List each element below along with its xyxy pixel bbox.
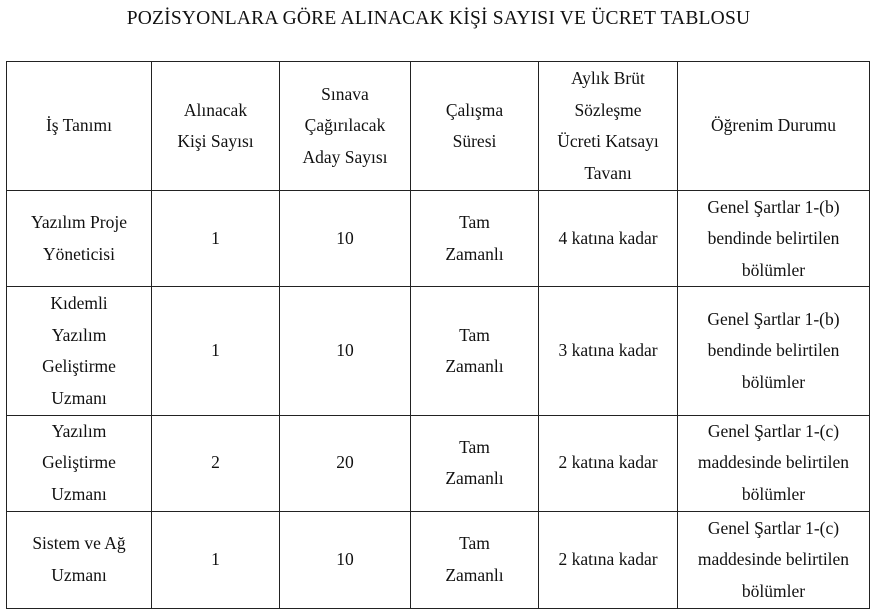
cell-alinacak: 1	[152, 191, 280, 287]
document-title: POZİSYONLARA GÖRE ALINACAK KİŞİ SAYISI VE ÜCRET TABLOSU	[126, 8, 751, 29]
header-text: Ücreti Katsayı	[557, 131, 659, 152]
table-row	[7, 287, 870, 415]
cell-ogrenim	[678, 511, 870, 608]
position-salary-table	[6, 61, 870, 609]
cell-aday: 10	[280, 287, 411, 415]
cell-aday: 10	[280, 511, 411, 608]
header-text: Çağırılacak	[304, 115, 386, 136]
header-aday-sayisi	[280, 62, 411, 191]
cell-ucret: 4 katına kadar	[539, 191, 678, 287]
header-ogrenim-durumu	[678, 62, 870, 191]
header-text: Öğrenim Durumu	[711, 115, 836, 136]
cell-sure	[411, 287, 539, 415]
header-text: Aylık Brüt	[571, 68, 645, 89]
header-ucret-katsayi	[539, 62, 678, 191]
cell-text: Tam	[459, 533, 490, 554]
cell-alinacak: 1	[152, 287, 280, 415]
cell-text: Zamanlı	[445, 243, 504, 264]
cell-is-tanimi	[7, 415, 152, 511]
cell-text: Uzmanı	[51, 483, 107, 504]
cell-text: Tam	[459, 436, 490, 457]
cell-text: bölümler	[741, 483, 806, 504]
cell-text: Yazılım	[51, 324, 107, 345]
cell-text: Tam	[459, 324, 490, 345]
table-row	[7, 511, 870, 608]
cell-text: Genel Şartlar 1-(b)	[707, 196, 840, 217]
cell-ogrenim	[678, 415, 870, 511]
cell-is-tanimi	[7, 287, 152, 415]
header-text: Süresi	[452, 131, 497, 152]
cell-text: Yöneticisi	[43, 243, 115, 264]
cell-text: Zamanlı	[445, 356, 504, 377]
cell-aday: 20	[280, 415, 411, 511]
cell-text: Zamanlı	[445, 468, 504, 489]
cell-ucret: 2 katına kadar	[539, 415, 678, 511]
cell-alinacak: 1	[152, 511, 280, 608]
header-alinacak-kisi-sayisi	[152, 62, 280, 191]
cell-is-tanimi	[7, 511, 152, 608]
cell-text: Zamanlı	[445, 564, 504, 585]
cell-text: Sistem ve Ağ	[32, 533, 126, 554]
cell-text: Uzmanı	[51, 387, 107, 408]
cell-text: Yazılım	[51, 420, 107, 441]
cell-text: Uzmanı	[51, 564, 107, 585]
cell-text: bölümler	[741, 259, 806, 280]
cell-text: maddesinde belirtilen	[697, 452, 850, 473]
cell-text: Genel Şartlar 1-(c)	[707, 420, 840, 441]
cell-ogrenim	[678, 287, 870, 415]
cell-alinacak: 2	[152, 415, 280, 511]
cell-ucret: 2 katına kadar	[539, 511, 678, 608]
header-text: İş Tanımı	[45, 115, 113, 136]
header-calisma-suresi	[411, 62, 539, 191]
header-text: Çalışma	[445, 99, 504, 120]
cell-text: Yazılım Proje	[31, 212, 127, 233]
header-text: Sınava	[321, 83, 369, 104]
header-text: Sözleşme	[574, 99, 642, 120]
table-row	[7, 191, 870, 287]
cell-text: Genel Şartlar 1-(c)	[707, 517, 840, 538]
header-text: Alınacak	[183, 99, 248, 120]
cell-aday: 10	[280, 191, 411, 287]
cell-text: Genel Şartlar 1-(b)	[707, 308, 840, 329]
cell-text: Geliştirme	[42, 452, 116, 473]
cell-text: Geliştirme	[42, 356, 116, 377]
cell-sure	[411, 191, 539, 287]
table-row	[7, 415, 870, 511]
cell-sure	[411, 415, 539, 511]
header-text: Aday Sayısı	[302, 146, 388, 167]
cell-text: Kıdemli	[50, 293, 108, 314]
cell-text: maddesinde belirtilen	[697, 549, 850, 570]
cell-text: bendinde belirtilen	[707, 340, 840, 361]
cell-ucret: 3 katına kadar	[539, 287, 678, 415]
table-header-row	[7, 62, 870, 191]
cell-text: bölümler	[741, 371, 806, 392]
header-text: Kişi Sayısı	[177, 131, 254, 152]
cell-text: Tam	[459, 212, 490, 233]
cell-ogrenim	[678, 191, 870, 287]
cell-is-tanimi	[7, 191, 152, 287]
header-text: Tavanı	[584, 162, 632, 183]
cell-text: bölümler	[741, 580, 806, 601]
cell-text: bendinde belirtilen	[707, 228, 840, 249]
header-is-tanimi	[7, 62, 152, 191]
cell-sure	[411, 511, 539, 608]
